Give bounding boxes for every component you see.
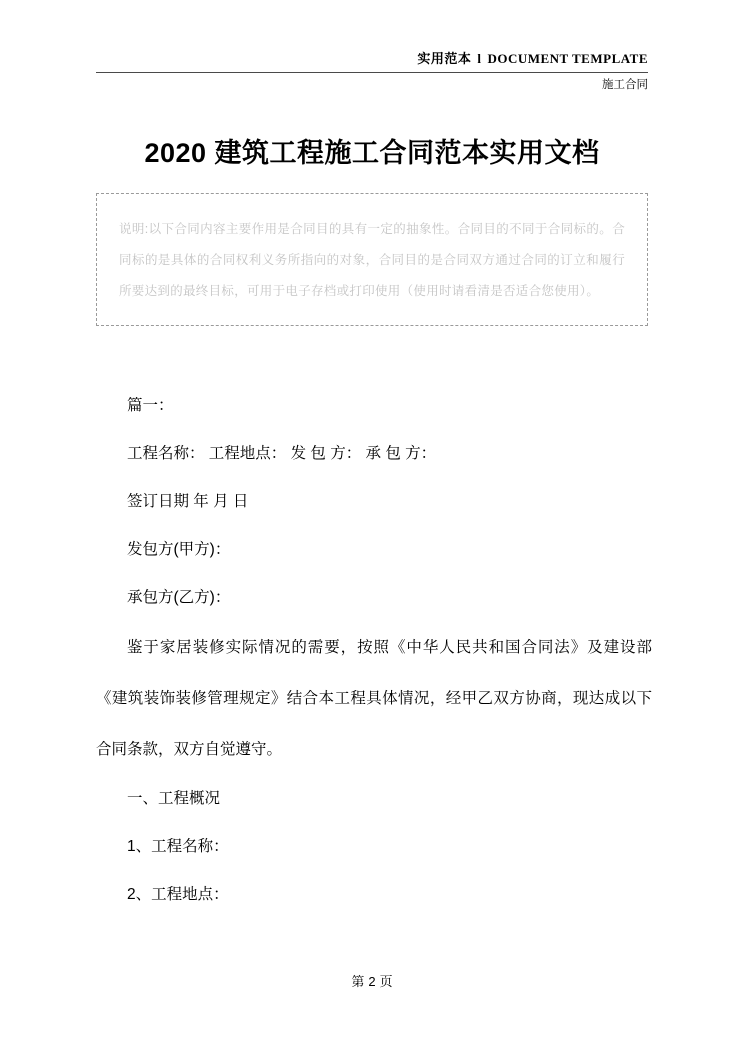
body-line: 篇一：: [127, 397, 174, 414]
header-brand-line: [96, 48, 648, 67]
document-body: [96, 382, 652, 919]
header-brand-en: DOCUMENT TEMPLATE: [487, 51, 648, 66]
body-line: 发包方(甲方)：: [127, 541, 231, 558]
note-box: [96, 193, 648, 326]
body-line: 一、工程概况: [127, 790, 221, 807]
note-text: 说明:以下合同内容主要作用是合同目的具有一定的抽象性。合同目的不同于合同标的。合同标的是具体的合同权利义务所指向的对象，合同目的是合同双方通过合同的订立和履行所要达到的最终目标，可用于电子存档或打印使用（使用时请看清是否适合您使用）。: [119, 222, 625, 298]
page-title: 2020 建筑工程施工合同范本实用文档: [144, 138, 600, 168]
header-separator: l: [477, 51, 482, 66]
footer-suffix: 页: [379, 974, 393, 989]
document-header: [96, 48, 648, 67]
header-brand-cn: 实用范本: [417, 51, 472, 66]
body-line: 2、工程地点：: [127, 886, 229, 903]
header-divider: [96, 72, 648, 73]
body-line: 工程名称： 工程地点： 发 包 方： 承 包 方：: [127, 445, 437, 462]
body-line: 签订日期 年 月 日: [127, 493, 249, 510]
header-subtitle: 施工合同: [602, 79, 648, 91]
footer-page-number: 2: [368, 974, 376, 989]
footer-prefix: 第: [351, 974, 365, 989]
body-line: 1、工程名称：: [127, 838, 229, 855]
body-paragraph: 鉴于家居装修实际情况的需要，按照《中华人民共和国合同法》及建设部《建筑装饰装修管理规定》结合本工程具体情况，经甲乙双方协商，现达成以下合同条款，双方自觉遵守。: [96, 639, 652, 758]
page-footer: [0, 971, 744, 990]
body-line: 承包方(乙方)：: [127, 589, 231, 606]
